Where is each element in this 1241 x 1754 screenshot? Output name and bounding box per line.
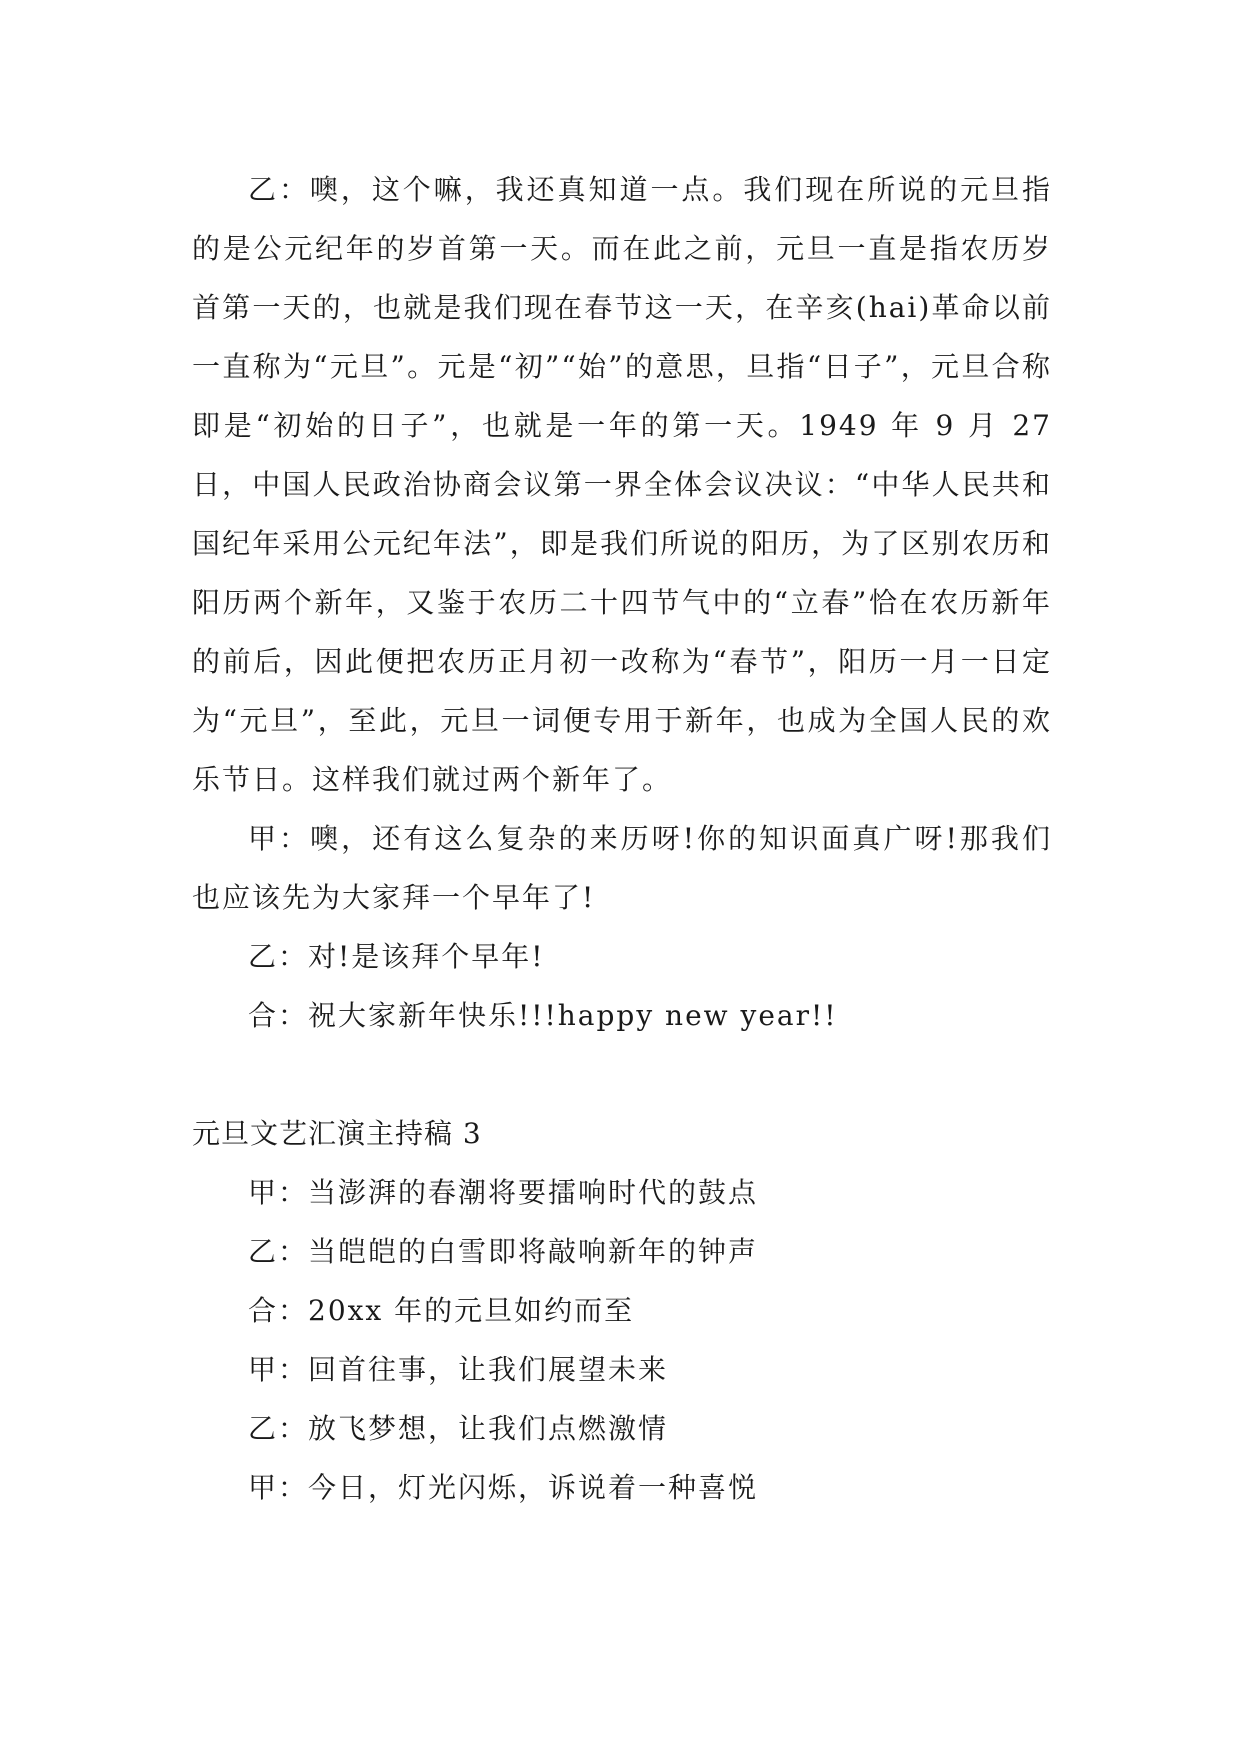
script-line-1: 甲：当澎湃的春潮将要擂响时代的鼓点 <box>248 1176 759 1209</box>
script-line-2: 乙：当皑皑的白雪即将敲响新年的钟声 <box>248 1235 759 1268</box>
section-heading: 元旦文艺汇演主持稿 3 <box>192 1117 482 1150</box>
script-line-3: 合：20xx 年的元旦如约而至 <box>248 1294 635 1327</box>
paragraph-together-greeting: 合：祝大家新年快乐!!!happy new year!! <box>248 999 838 1032</box>
script-line-6: 甲：今日，灯光闪烁，诉说着一种喜悦 <box>248 1471 759 1504</box>
paragraph-yi-history: 乙：噢，这个嘛，我还真知道一点。我们现在所说的元旦指的是公元纪年的岁首第一天。而在此之前，元旦一直是指农历岁首第一天的，也就是我们现在春节这一天，在辛亥(hai)革命以前一直称为“元旦”。元是“初”“始”的意思，旦指“日子”，元旦合称即是“初始的日子”，也就是一年的第一天。1949 年 9 月 27 日，中国人民政治协商会议第一界全体会议决议：“中华人民共和国纪年采用公元纪年法”，即是我们所说的阳历，为了区别农历和阳历两个新年，又鉴于农历二十四节气中的“立春”恰在农历新年的前后，因此便把农历正月初一改称为“春节”，阳历一月一日定为“元旦”，至此，元旦一词便专用于新年，也成为全国人民的欢乐节日。这样我们就过两个新年了。 <box>192 173 1052 796</box>
script-line-5: 乙：放飞梦想，让我们点燃激情 <box>248 1412 669 1445</box>
script-line-4: 甲：回首往事，让我们展望未来 <box>248 1353 669 1386</box>
paragraph-jia-reply: 甲：噢，还有这么复杂的来历呀!你的知识面真广呀!那我们也应该先为大家拜一个早年了! <box>192 822 1052 914</box>
document-body <box>192 160 1052 1517</box>
paragraph-yi-agree: 乙：对!是该拜个早年! <box>248 940 545 973</box>
